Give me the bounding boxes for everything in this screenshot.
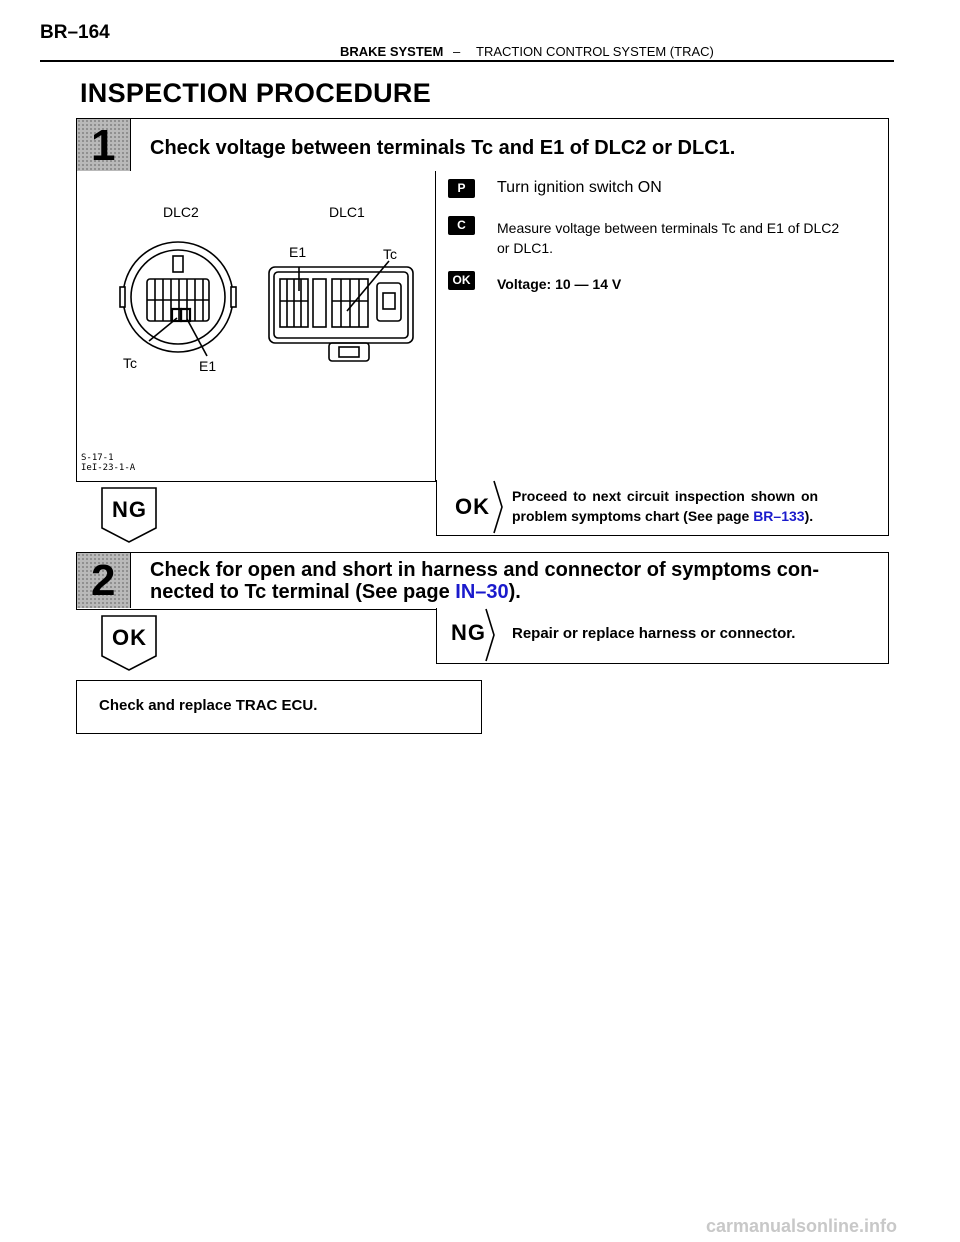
final-action-text: Check and replace TRAC ECU. bbox=[99, 697, 318, 714]
prep-text: Turn ignition switch ON bbox=[497, 179, 662, 196]
check-text-line2: or DLC1. bbox=[497, 240, 554, 256]
step1-ok-page-link[interactable]: BR–133 bbox=[753, 508, 805, 524]
page-number: BR–164 bbox=[40, 22, 110, 43]
step1-content-box bbox=[76, 171, 889, 482]
step1-ok-result-box bbox=[436, 480, 889, 536]
check-text-line1: Measure voltage between terminals Tc and E1 of DLC2 bbox=[497, 220, 840, 236]
step1-number: 1 bbox=[91, 121, 116, 170]
ok-badge: OK bbox=[448, 271, 475, 290]
header-section: BRAKE SYSTEM bbox=[340, 44, 444, 59]
e1-label-dlc1: E1 bbox=[289, 244, 307, 260]
step1-title-box bbox=[76, 118, 889, 173]
step2-title-post: ). bbox=[508, 581, 521, 603]
step1-number-tab bbox=[77, 119, 131, 171]
step1-ok-result-line2 bbox=[512, 506, 813, 526]
step2-ng-result: Repair or replace harness or connector. bbox=[512, 625, 796, 642]
figure-ref-1: S-17-1 bbox=[81, 453, 114, 463]
step2-ok-label: OK bbox=[112, 625, 147, 650]
figure-ref-2: IeI-23-1-A bbox=[81, 463, 136, 473]
step2-title-pre: nected to Tc terminal (See page bbox=[150, 581, 456, 603]
step2-title-line2 bbox=[150, 581, 521, 603]
header-rule bbox=[40, 60, 894, 62]
dlc1-connector bbox=[269, 261, 413, 361]
dlc1-label: DLC1 bbox=[329, 204, 365, 220]
page-title: INSPECTION PROCEDURE bbox=[80, 78, 432, 108]
step1-ok-result-post: ). bbox=[804, 508, 814, 524]
final-action-box bbox=[76, 680, 482, 734]
check-badge: C bbox=[448, 216, 475, 235]
step2-ng-label: NG bbox=[451, 620, 486, 645]
step1-ng-label: NG bbox=[112, 497, 147, 522]
step1-ok-result-line1: Proceed to next circuit inspection shown on bbox=[512, 488, 819, 504]
dlc2-connector bbox=[120, 242, 236, 356]
step1-title: Check voltage between terminals Tc and E1 of DLC2 or DLC1. bbox=[150, 137, 736, 159]
e1-label-dlc2: E1 bbox=[199, 358, 217, 374]
step2-number: 2 bbox=[91, 556, 116, 605]
tc-label-dlc2: Tc bbox=[123, 355, 137, 371]
tc-label-dlc1: Tc bbox=[383, 246, 397, 262]
step2-number-tab bbox=[77, 553, 131, 608]
step2-page-link[interactable]: IN–30 bbox=[455, 581, 509, 603]
ok-spec-text: Voltage: 10 — 14 V bbox=[497, 276, 622, 292]
step2-ng-result-box bbox=[436, 608, 889, 664]
watermark: carmanualsonline.info bbox=[706, 1216, 898, 1236]
step2-title-line1: Check for open and short in harness and connector of symptoms con- bbox=[150, 559, 819, 581]
header-subsection: TRACTION CONTROL SYSTEM (TRAC) bbox=[476, 44, 714, 59]
step2-title-box bbox=[76, 552, 889, 610]
step1-ok-label: OK bbox=[455, 494, 490, 519]
header-separator: – bbox=[453, 44, 461, 59]
prep-badge: P bbox=[448, 179, 475, 198]
figure-divider bbox=[435, 171, 436, 481]
connector-figure bbox=[77, 171, 435, 480]
dlc2-label: DLC2 bbox=[163, 204, 199, 220]
step1-ok-result-pre: problem symptoms chart (See page bbox=[512, 508, 754, 524]
